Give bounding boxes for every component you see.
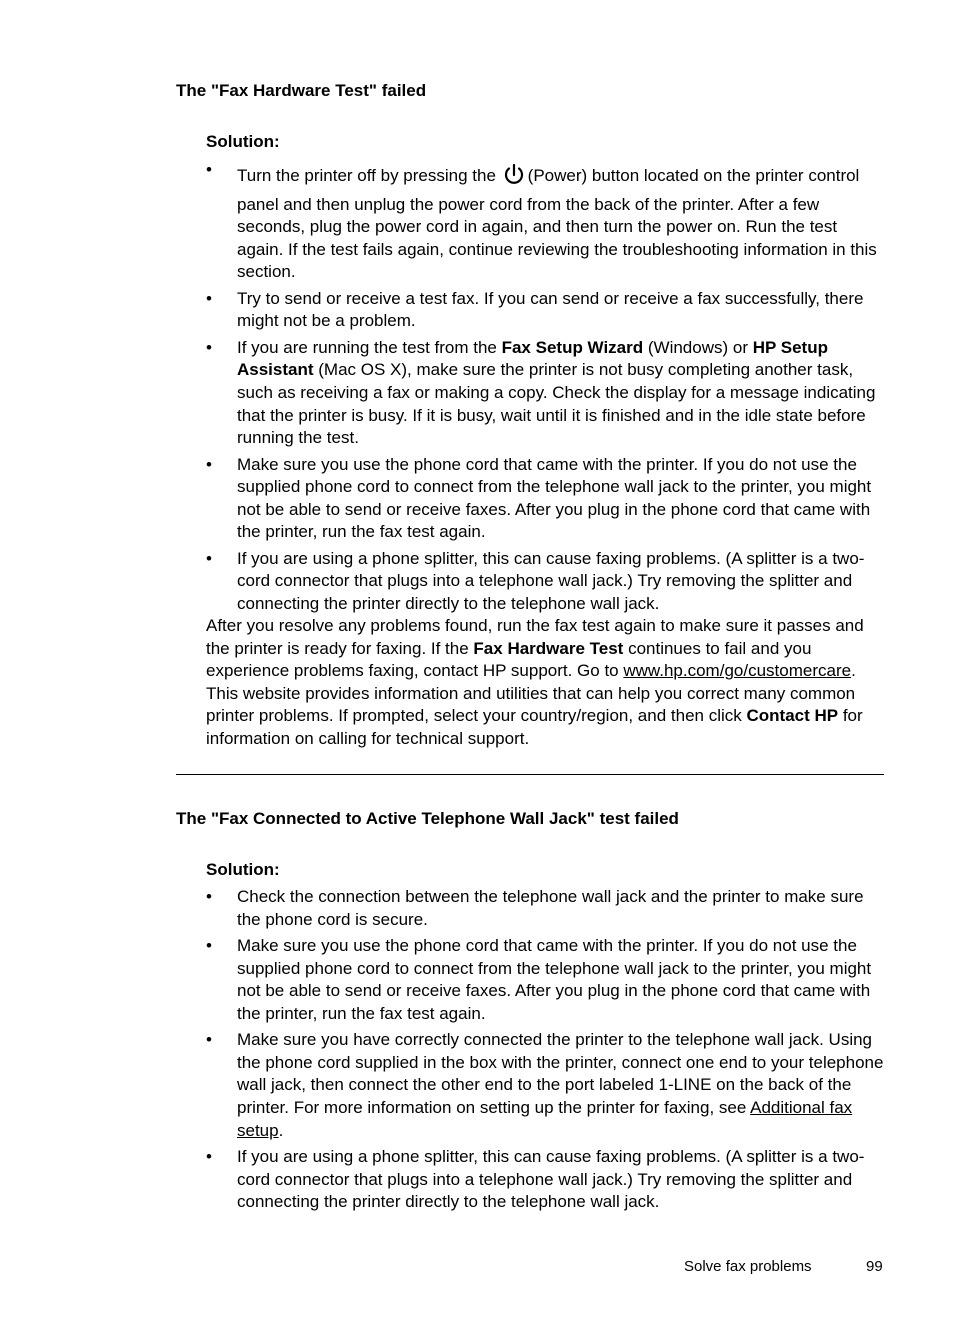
bullet: • [206,337,212,357]
footer-section-title: Solve fax problems [684,1258,812,1275]
section-heading-wall-jack-test: The "Fax Connected to Active Telephone Wall Jack" test failed [176,809,679,828]
list-item: • If you are using a phone splitter, this can cause faxing problems. (A splitter is a two-cord connector that plugs into a telephone wall jack.) Try removing the splitter and connecting the printer directly to the telephone wall jack. [206,548,865,613]
list-item: • If you are using a phone splitter, this can cause faxing problems. (A splitter is a two-cord connector that plugs into a telephone wall jack.) Try removing the splitter and connecting the printer directly to the telephone wall jack. [206,1146,865,1212]
list-item: • Make sure you use the phone cord that came with the printer. If you do not use the supplied phone cord to connect from the telephone wall jack to the printer, you might not be able to send or receive faxes. After you plug in the phone cord that came with the printer, run the fax test again. [206,454,872,542]
list-item: • Turn the printer off by pressing the (Power) button located on the printer control panel and then unplug the power cord from the back of the printer. After a few seconds, plug the power cord in again, and then turn the power on. Run the test again. If the test fails again, continue reviewing the troubleshooting information in this section. [206,160,877,282]
bullet: • [206,1030,212,1050]
bullet: • [206,935,212,955]
bullet: • [206,1146,212,1166]
after-resolve-paragraph: After you resolve any problems found, run the fax test again to make sure it passes and the printer is ready for faxing. If the Fax Hardware Test continues to fail and you experience problems faxing, contact HP support. Go to www.hp.com/go/customercare. This website provides information and utilities that can help you correct many common printer problems. If prompted, select your country/region, and then click Contact HP for information on calling for technical support. [206,616,864,748]
list-item: • Make sure you use the phone cord that came with the printer. If you do not use the supplied phone cord to connect from the telephone wall jack to the printer, you might not be able to send or receive faxes. After you plug in the phone cord that came with the printer, run the fax test again. [206,935,872,1023]
solution-list [206,160,886,619]
solution-label: Solution: [206,860,280,879]
page-number: 99 [866,1258,883,1275]
bullet: • [206,887,212,906]
list-item: • If you are running the test from the Fax Setup Wizard (Windows) or HP Setup Assistant (Mac OS X), make sure the printer is not busy completing another task, such as receiving a fax or making a copy. Check the display for a message indicating that the printer is busy. If it is busy, wait until it is finished and in the idle state before running the test. [206,337,876,448]
hp-support-link[interactable]: www.hp.com/go/customercare [623,661,852,681]
solution-list [206,886,886,1218]
additional-fax-setup-link[interactable]: Additional fax setup [237,1097,853,1140]
solution-label: Solution: [206,132,280,151]
power-icon [503,163,525,194]
list-item: • Try to send or receive a test fax. If you can send or receive a fax successfully, there might not be a problem. [206,288,864,331]
list-item: • Check the connection between the telephone wall jack and the printer to make sure the phone cord is secure. [206,887,864,929]
bullet: • [206,288,212,308]
bullet: • [206,160,212,179]
section-heading-fax-hardware-test: The "Fax Hardware Test" failed [176,81,427,100]
list-item: • Make sure you have correctly connected the printer to the telephone wall jack. Using the phone cord supplied in the box with the printer, connect one end to your telephone wall jack, then connect the other end to the port labeled 1-LINE on the back of the printer. For more information on setting up the printer for faxing, see Additional fax setup. [206,1030,884,1140]
bullet: • [206,548,212,568]
bullet: • [206,454,212,474]
section-divider [176,774,884,775]
